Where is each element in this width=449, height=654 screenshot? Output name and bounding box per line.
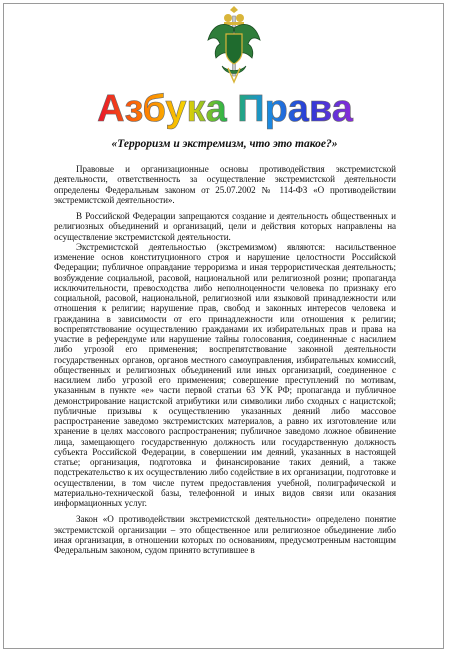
paragraph: Экстремистской деятельностью (экстремизмом) являются: насильственное изменение основ конституционного строя и нарушение целостности Российской Федерации; публичное оправдание терроризма и иная террористическая деятельность; возбуждение социальной, расовой, национальной или религиозной розни; пропаганда исключительности, превосходства либо неполноценности человека по признаку его социальной, расовой, национальной, религиозной или языковой принадлежности или отношения к религии; нарушение прав, свобод и законных интересов человека и гражданина в зависимости от его принадлежности или отношения к религии; воспрепятствование осуществлению гражданами их избирательных прав и права на участие в референдуме или нарушение тайны голосования, соединенные с насилием либо угрозой его применения; воспрепятствование законной деятельности государственных органов, органов местного самоуправления, избирательных комиссий, общественных и религиозных объединений или иных организаций, соединенное с насилием либо угрозой его применения; совершение преступлений по мотивам, указанным в пункте «е» части первой статьи 63 УК РФ; пропаганда и публичное демонстрирование нацистской атрибутики или символики либо сходных с нацистской; публичные призывы к осуществлению указанных деяний либо массовое распространение заведомо экстремистских материалов, а равно их изготовление или хранение в целях массового распространения; публичное заведомо ложное обвинение лица, замещающего государственную должность или государственную должность субъекта Российской Федерации, в совершении им деяний, указанных в настоящей статье; организация, подготовка и финансирование таких деяний, а также подстрекательство к их осуществлению либо содействие в их организации, подготовке и осуществлении, в том числе путем предоставления учебной, полиграфической и материально-технической базы, телефонной и иных видов связи или оказания информационных услуг. — [54, 241, 396, 508]
banner-title — [0, 86, 449, 130]
body-text — [54, 164, 396, 561]
banner-title-text: Азбука Права — [96, 88, 353, 130]
paragraph: Закон «О противодействии экстремистской деятельности» определено понятие экстремистской организации – это общественное или религиозное объединение либо иная организация, в отношении которых по основаниям, предусмотренным настоящим Федеральным законом, судом принято вступившее в — [54, 514, 396, 555]
prosecutor-emblem-icon — [204, 6, 264, 86]
subtitle: «Терроризм и экстремизм, что это такое?» — [111, 138, 338, 150]
paragraph: В Российской Федерации запрещаются создание и деятельность общественных и религиозных объединений и организаций, цели и действия которых направлены на осуществление экстремистской деятельности. — [54, 211, 396, 242]
paragraph: Правовые и организационные основы противодействия экстремистской деятельности, ответственность за осуществление экстремистской деятельности определены Федеральным законом от 25.07.2002 № 114-ФЗ «О противодействии экстремистской деятельности». — [54, 164, 396, 205]
